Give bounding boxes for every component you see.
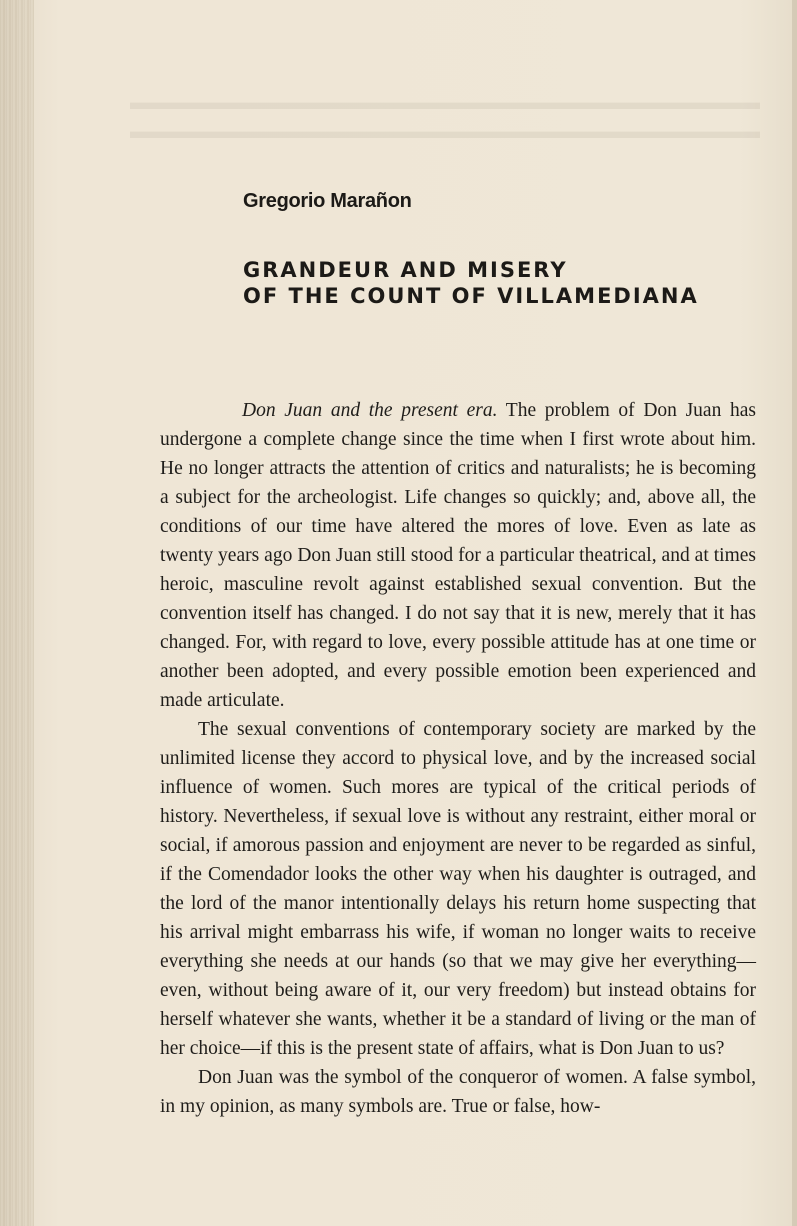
chapter-title [243,257,699,309]
book-binding-edge [0,0,34,1226]
paragraph: Don Juan was the symbol of the conqueror of women. A false symbol, in my opinion, as many symbols are. True or false, how- [160,1067,756,1117]
chapter-title-line-1: GRANDEUR AND MISERY [243,258,568,282]
author-name: Gregorio Marañon [243,190,412,212]
paragraph: The sexual conventions of contemporary society are marked by the unlimited license they accord to physical love, and by the increased social influence of women. Such mores are typical of the critical periods of history. Nevertheless, if sexual love is without any restraint, either moral or social, if amorous passion and enjoyment are never to be regarded as sinful, if the Comendador looks the other way when his daughter is outraged, and the lord of the manor intentionally delays his return home suspecting that his arrival might embarrass his wife, if woman no longer waits to receive everything she needs at our hands (so that we may give her everything—even, without being aware of it, our very freedom) but instead obtains for herself whatever she wants, whether it be a standard of living or the man of her choice—if this is the present state of affairs, what is Don Juan to us? [160,719,756,1059]
chapter-title-line-2: OF THE COUNT OF VILLAMEDIANA [243,284,699,308]
paragraph-text: The problem of Don Juan has undergone a complete change since the time when I first wrote about him. He no longer attracts the attention of critics and naturalists; he is becoming a subject for the archeologist. Life changes so quickly; and, above all, the conditions of our time have altered the mores of love. Even as late as twenty years ago Don Juan still stood for a particular theatrical, and at times heroic, masculine revolt against established sexual convention. But the convention itself has changed. I do not say that it is new, merely that it has changed. For, with regard to love, every possible attitude has at one time or another been adopted, and every possible emotion been experienced and made articulate. [160,400,756,711]
show-through-texture: ▬▬▬▬▬▬▬▬▬▬▬▬▬▬▬▬▬▬▬▬▬▬▬▬▬▬▬▬▬▬ ▬▬▬▬▬▬▬▬▬▬▬▬▬▬▬▬▬▬▬▬▬▬▬▬▬▬▬▬▬▬ [130,90,760,143]
paragraph-lead-in: Don Juan and the present era. [242,400,498,421]
page-right-edge [792,0,797,1226]
body-text [160,396,756,1121]
paragraph [160,396,756,715]
